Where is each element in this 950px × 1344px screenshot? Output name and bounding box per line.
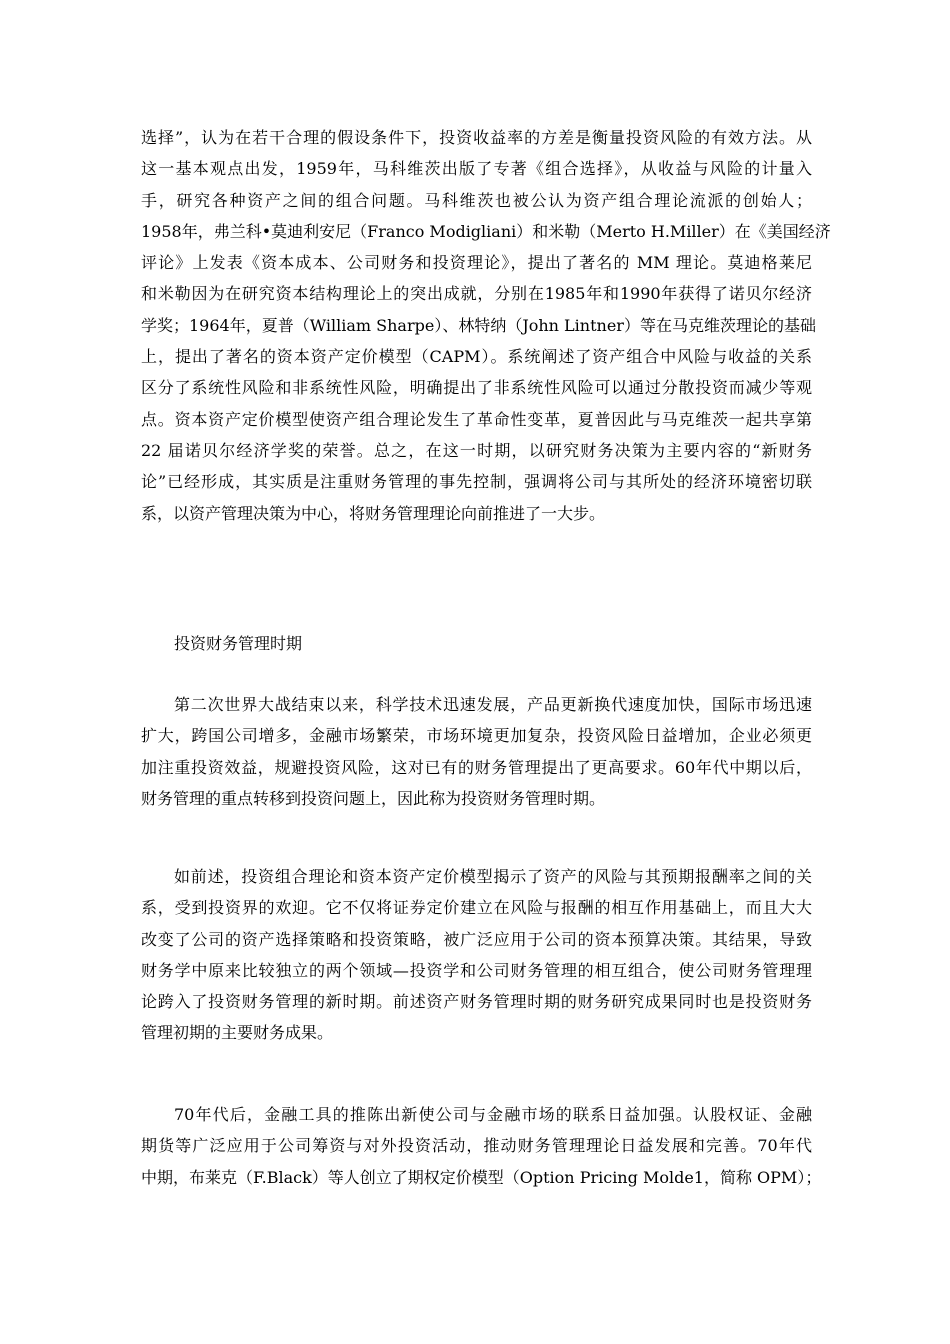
text-line: 22 届诺贝尔经济学奖的荣誉。总之，在这一时期，以研究财务决策为主要内容的“新财务 — [141, 440, 812, 460]
text-line: 论”已经形成，其实质是注重财务管理的事先控制，强调将公司与其所处的经济环境密切联 — [141, 472, 812, 492]
text-line: 手，研究各种资产之间的组合问题。马科维茨也被公认为资产组合理论流派的创始人； — [141, 190, 812, 210]
paragraph-1 — [141, 122, 831, 529]
text-line: 财务学中原来比较独立的两个领域—投资学和公司财务管理的相互组合，使公司财务管理理 — [141, 960, 812, 980]
text-line: 1958年，弗兰科•莫迪利安尼（Franco Modigliani）和米勒（Merto H.Miller）在《美国经济 — [141, 221, 831, 241]
paragraph-4 — [141, 1099, 822, 1193]
text-line: 如前述，投资组合理论和资本资产定价模型揭示了资产的风险与其预期报酬率之间的关 — [174, 867, 812, 886]
text-line: 点。资本资产定价模型使资产组合理论发生了革命性变革，夏普因此与马克维茨一起共享第 — [141, 409, 812, 429]
text-line: 70年代后，金融工具的推陈出新使公司与金融市场的联系日益加强。认股权证、金融 — [174, 1105, 812, 1124]
section-heading: 投资财务管理时期 — [174, 634, 303, 653]
text-line: 财务管理的重点转移到投资问题上，因此称为投资财务管理时期。 — [141, 788, 606, 808]
text-line: 扩大，跨国公司增多，金融市场繁荣，市场环境更加复杂，投资风险日益增加，企业必须更 — [141, 726, 812, 746]
text-line: 评论》上发表《资本成本、公司财务和投资理论》，提出了著名的 MM 理论。莫迪格莱尼 — [141, 253, 812, 273]
text-line: 论跨入了投资财务管理的新时期。前述资产财务管理时期的财务研究成果同时也是投资财务 — [141, 992, 812, 1012]
text-line: 上，提出了著名的资本资产定价模型（CAPM）。系统阐述了资产组合中风险与收益的关系 — [141, 347, 812, 367]
text-line: 选择”，认为在若干合理的假设条件下，投资收益率的方差是衡量投资风险的有效方法。从 — [141, 128, 812, 147]
text-line: 期货等广泛应用于公司筹资与对外投资活动，推动财务管理理论日益发展和完善。70年代 — [141, 1136, 812, 1156]
text-line: 管理初期的主要财务成果。 — [141, 1023, 334, 1043]
text-line: 第二次世界大战结束以来，科学技术迅速发展，产品更新换代速度加快，国际市场迅速 — [174, 695, 812, 714]
text-line: 中期，布莱克（F.Black）等人创立了期权定价模型（Option Pricing Molde1，简称 OPM）； — [141, 1167, 822, 1187]
text-line: 区分了系统性风险和非系统性风险，明确提出了非系统性风险可以通过分散投资而减少等观 — [141, 378, 812, 398]
paragraph-2 — [141, 689, 812, 814]
text-line: 改变了公司的资产选择策略和投资策略，被广泛应用于公司的资本预算决策。其结果，导致 — [141, 929, 812, 949]
text-line: 这一基本观点出发，1959年，马科维茨出版了专著《组合选择》，从收益与风险的计量入 — [141, 159, 812, 179]
text-line: 系，以资产管理决策为中心，将财务管理理论向前推进了一大步。 — [141, 503, 606, 523]
text-line: 和米勒因为在研究资本结构理论上的突出成就，分别在1985年和1990年获得了诺贝尔经济 — [141, 284, 812, 304]
text-line: 系，受到投资界的欢迎。它不仅将证券定价建立在风险与报酬的相互作用基础上，而且大大 — [141, 898, 812, 918]
text-line: 学奖；1964年，夏普（William Sharpe）、林特纳（John Lintner）等在马克维茨理论的基础 — [141, 315, 816, 335]
text-line: 加注重投资效益，规避投资风险，这对已有的财务管理提出了更高要求。60年代中期以后， — [141, 757, 812, 777]
paragraph-3 — [141, 861, 812, 1049]
